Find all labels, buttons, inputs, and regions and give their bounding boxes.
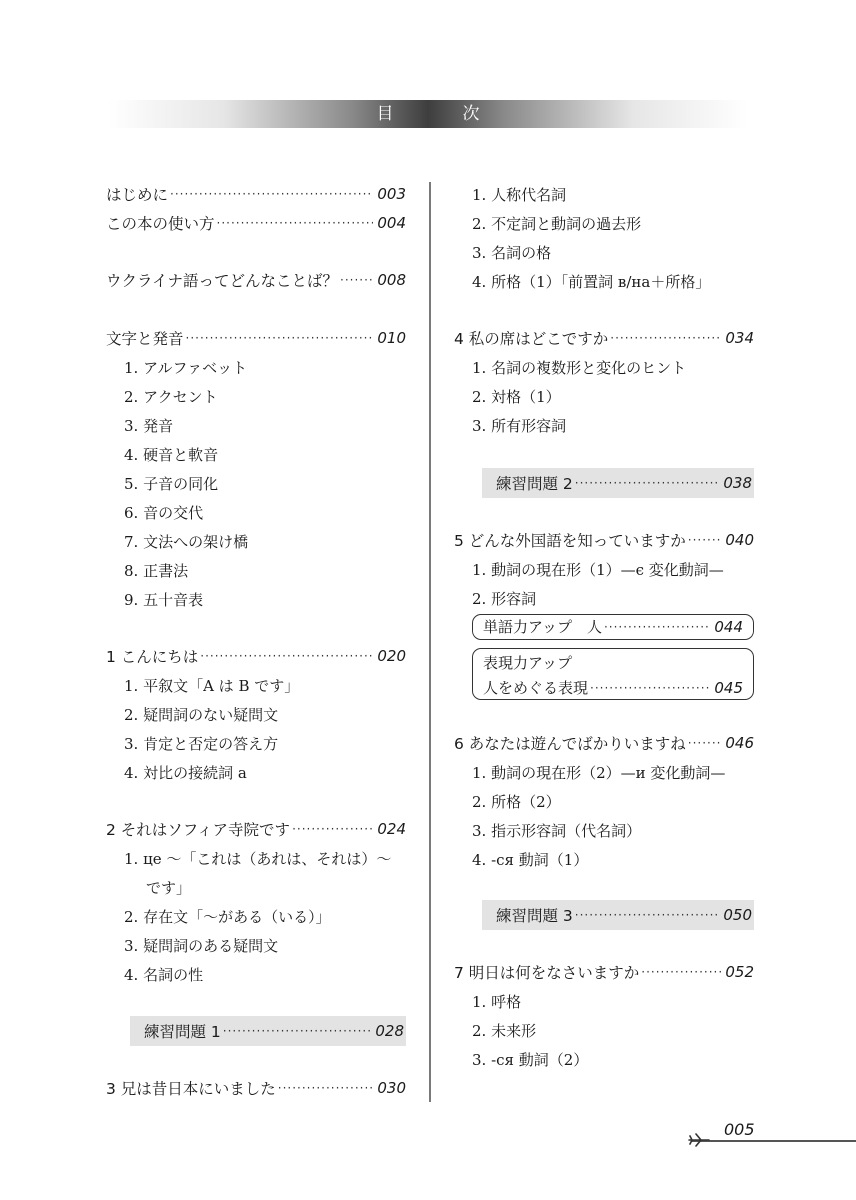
toc-subitem[interactable]: 3. 指示形容詞（代名詞） (472, 821, 642, 840)
toc-subitem[interactable]: 5. 子音の同化 (124, 474, 219, 493)
toc-subitem[interactable]: 9. 五十音表 (124, 590, 204, 609)
page-title: 目 次 (376, 104, 506, 124)
toc-subitem[interactable]: 1. 人称代名詞 (472, 185, 567, 204)
toc-subitem[interactable]: 2. 未来形 (472, 1021, 537, 1040)
toc-entry-ch4[interactable]: 4 私の席はどこですか ····· 034 (454, 324, 754, 352)
toc-subitem[interactable]: 2. 疑問詞のない疑問文 (124, 705, 279, 724)
toc-subitem[interactable]: 7. 文法への架け橋 (124, 532, 249, 551)
toc-entry-ch2[interactable]: 2 それはソフィア寺院です ····· 024 (106, 815, 406, 843)
toc-entry-ch5[interactable]: 5 どんな外国語を知っていますか ····· 040 (454, 526, 754, 554)
toc-entry-ch6[interactable]: 6 あなたは遊んでばかりいますね ····· 046 (454, 729, 754, 757)
airplane-icon (688, 1132, 710, 1148)
toc-subitem[interactable]: 3. 疑問詞のある疑問文 (124, 936, 279, 955)
toc-subitem[interactable]: 1. アルファベット (124, 358, 248, 377)
toc-subitem[interactable]: 1. 平叙文「A は B です」 (124, 676, 300, 695)
toc-subitem[interactable]: 2. 存在文「～がある（いる）」 (124, 907, 331, 926)
toc-subitem[interactable]: 3. 名詞の格 (472, 243, 552, 262)
toc-subitem[interactable]: 2. アクセント (124, 387, 218, 406)
toc-entry-ch1[interactable]: 1 こんにちは ····· 020 (106, 642, 406, 670)
toc-subitem[interactable]: 4. 対比の接続詞 а (124, 763, 247, 782)
toc-subitem[interactable]: 2. 所格（2） (472, 792, 561, 811)
toc-entry-exercise-1[interactable]: 練習問題 1 ····· 028 (130, 1016, 406, 1046)
toc-subitem[interactable]: 2. 形容詞 (472, 589, 537, 608)
toc-subitem[interactable]: 4. 所格（1）「前置詞 в/на＋所格」 (472, 272, 711, 291)
toc-subitem[interactable]: 2. 不定詞と動詞の過去形 (472, 214, 642, 233)
toc-entry-tsukaikata[interactable]: この本の使い方 ····· 004 (106, 209, 406, 237)
toc-subitem-continuation: です」 (146, 878, 192, 897)
toc-subitem[interactable]: 1. 名詞の複数形と変化のヒント (472, 358, 687, 377)
toc-subitem[interactable]: 1. 動詞の現在形（2）—и 変化動詞— (472, 763, 726, 782)
toc-box-expression[interactable]: 表現力アップ 人をめぐる表現 ····· 045 (472, 648, 754, 700)
toc-subitem[interactable]: 1. 呼格 (472, 992, 522, 1011)
toc-title-bar (108, 100, 748, 128)
footer-rule (692, 1140, 856, 1142)
toc-subitem[interactable]: 1. 動詞の現在形（1）—є 変化動詞— (472, 560, 724, 579)
toc-subitem[interactable]: 4. 名詞の性 (124, 965, 204, 984)
column-divider (429, 182, 431, 1102)
toc-subitem[interactable]: 3. 肯定と否定の答え方 (124, 734, 279, 753)
toc-box-expression-heading: 表現力アップ (483, 654, 572, 672)
toc-subitem[interactable]: 6. 音の交代 (124, 503, 204, 522)
toc-entry-ch3[interactable]: 3 兄は昔日本にいました ····· 030 (106, 1074, 406, 1102)
toc-subitem[interactable]: 2. 対格（1） (472, 387, 561, 406)
toc-entry-moji[interactable]: 文字と発音 ····· 010 (106, 324, 406, 352)
toc-box-vocabulary[interactable]: 単語力アップ 人 ····· 044 (472, 614, 754, 640)
toc-subitem[interactable]: 4. -ся 動詞（1） (472, 850, 589, 869)
toc-entry-exercise-2[interactable]: 練習問題 2 ····· 038 (482, 468, 754, 498)
toc-subitem[interactable]: 3. -ся 動詞（2） (472, 1050, 589, 1069)
toc-entry-ukraina[interactable]: ウクライナ語ってどんなことば？ ····· 008 (106, 266, 406, 294)
page-number: 005 (724, 1120, 755, 1139)
toc-subitem[interactable]: 3. 発音 (124, 416, 174, 435)
toc-entry-ch7[interactable]: 7 明日は何をなさいますか ····· 052 (454, 958, 754, 986)
toc-entry-hajimeni[interactable]: はじめに ····· 003 (106, 180, 406, 208)
toc-subitem[interactable]: 3. 所有形容詞 (472, 416, 567, 435)
toc-subitem[interactable]: 4. 硬音と軟音 (124, 445, 219, 464)
toc-subitem[interactable]: 8. 正書法 (124, 561, 189, 580)
toc-subitem[interactable]: 1. це ～「これは（あれは、それは）～ (124, 849, 392, 868)
toc-entry-exercise-3[interactable]: 練習問題 3 ····· 050 (482, 900, 754, 930)
